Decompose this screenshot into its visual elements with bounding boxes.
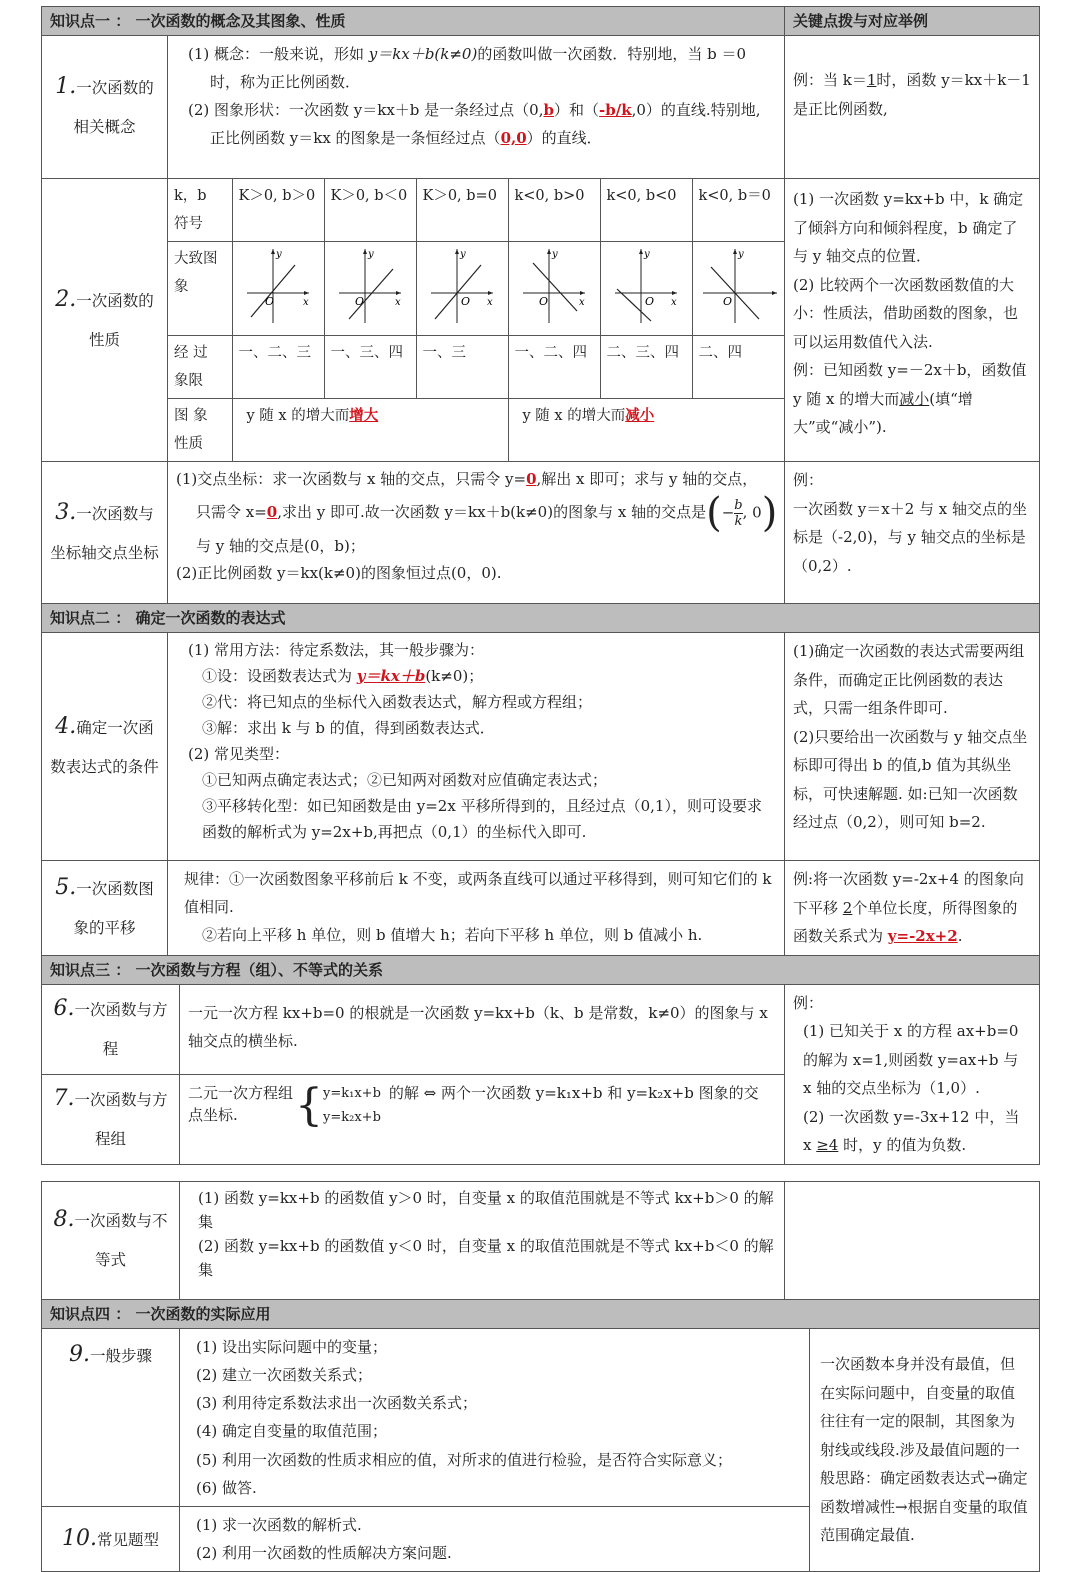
question-type-item: (1) 求一次函数的解析式. (196, 1511, 801, 1539)
svg-text:O: O (265, 295, 274, 308)
step-item: (4) 确定自变量的取值范围； (196, 1417, 801, 1445)
topic-5-row (42, 861, 1040, 956)
svg-text:y: y (643, 249, 650, 260)
quadrant-cell: 一、二、四 (508, 336, 600, 399)
topic-9-row (42, 1328, 1040, 1507)
graph-cell (324, 242, 416, 336)
graph-row (168, 242, 784, 336)
topic-6-row (42, 984, 1040, 1074)
topic-4-label: 4.确定一次函数表达式的条件 (42, 633, 168, 861)
key-points-title: 关键点拨与对应举例 (785, 7, 1040, 36)
svg-text:y: y (459, 249, 466, 260)
concept-line-cont: 时，称为正比例函数． (176, 68, 776, 96)
line-graph-5 (611, 245, 681, 325)
svg-text:x: x (579, 297, 585, 308)
sign-cell: K＞0, b=0 (416, 179, 508, 242)
shape-line-cont: 正比例函数 y＝kx 的图象是一条恒经过点（0,0）的直线． (176, 124, 776, 152)
graph-cell (692, 242, 784, 336)
step-set: ①设：设函数表达式为 y＝kx＋b(k≠0)； (176, 663, 776, 689)
properties-grid-cell (168, 179, 785, 462)
line-graph-1 (243, 245, 313, 325)
sign-cell: k<0, b>0 (508, 179, 600, 242)
svg-text:x: x (487, 297, 493, 308)
section-4-header (42, 1299, 1040, 1328)
graph-cell (416, 242, 508, 336)
section-1-header (42, 7, 1040, 36)
section-3b-table (41, 1181, 1040, 1300)
quadrant-cell: 一、二、三 (232, 336, 324, 399)
intercept-line-1: (1)交点坐标：求一次函数与 x 轴的交点，只需令 y=0,解出 x 即可；求与 y 轴的交点， (176, 466, 776, 493)
line-graph-2 (335, 245, 405, 325)
properties-grid (168, 179, 784, 461)
section-1-title: 知识点一 ： 一次函数的概念及其图象、性质 (42, 7, 785, 36)
svg-text:O: O (355, 295, 364, 308)
step-item: (3) 利用待定系数法求出一次函数关系式； (196, 1389, 801, 1417)
svg-text:x: x (303, 297, 309, 308)
topic-5-example: 例:将一次函数 y=-2x+4 的图象向下平移 2个单位长度，所得图象的函数关系式为 y=-2x+2. (785, 861, 1040, 956)
step-item: (1) 设出实际问题中的变量； (196, 1333, 801, 1361)
line-graph-4 (519, 245, 589, 325)
question-type-item: (2) 利用一次函数的性质解决方案问题. (196, 1539, 801, 1567)
line-graph-6 (699, 245, 779, 325)
svg-text:O: O (461, 295, 470, 308)
section-3-title: 知识点三 ： 一次函数与方程（组）、不等式的关系 (42, 955, 1040, 984)
property-decreasing: y 随 x 的增大而减小 (508, 399, 784, 462)
svg-text:y: y (737, 249, 744, 260)
equation-system: { y=k₁x+b y=k₂x+b (295, 1081, 381, 1131)
step-item: (5) 利用一次函数的性质求相应的值，对所求的值进行检验，是否符合实际意义； (196, 1446, 801, 1474)
section-3-header (42, 955, 1040, 984)
line-graph-3 (427, 245, 497, 325)
example-2: (2) 一次函数 y=-3x+12 中，当 x ≥4 时，y 的值为负数. (793, 1103, 1031, 1160)
topic-1-row (42, 36, 1040, 179)
topic-6-content: 一元一次方程 kx+b=0 的根就是一次函数 y=kx+b（k、b 是常数，k≠0）的图象与 x 轴交点的横坐标. (180, 984, 785, 1074)
topic-3-example: 例： 一次函数 y＝x＋2 与 x 轴交点的坐标是（-2,0)，与 y 轴交点的坐标是（0,2）. (785, 462, 1040, 604)
fraction-b-over-k: $\frac{b}{k}$ (734, 498, 742, 529)
section-4-table (41, 1299, 1040, 1572)
graph-cell (508, 242, 600, 336)
topic-9-label: 9.一般步骤 (42, 1328, 180, 1507)
graph-row-label: 大致图象 (168, 242, 232, 336)
property-row-label: 图 象 性质 (168, 399, 232, 462)
note-1: (1) 一次函数 y=kx+b 中，k 确定了倾斜方向和倾斜程度，b 确定了与 y 轴交点的位置． (793, 185, 1031, 271)
intercept-line-3: 与 y 轴的交点是(0，b)； (176, 533, 776, 560)
svg-text:O: O (645, 295, 654, 308)
svg-text:O: O (539, 295, 548, 308)
intercept-line-4: (2)正比例函数 y＝kx(k≠0)的图象恒过点(0，0). (176, 560, 776, 587)
topic-3-row (42, 462, 1040, 604)
quadrant-row (168, 336, 784, 399)
quadrant-cell: 一、三 (416, 336, 508, 399)
topic-8-row (42, 1181, 1040, 1299)
property-row (168, 399, 784, 462)
section-1-table (41, 6, 1040, 604)
topic-1-content (168, 36, 785, 179)
note-2: (2) 比较两个一次函数函数值的大小：性质法，借助函数的图象，也可以运用数值代入法. (793, 271, 1031, 357)
quadrant-row-label: 经 过 象限 (168, 336, 232, 399)
topic-4-notes: (1)确定一次函数的表达式需要两组条件，而确定正比例函数的表达式，只需一组条件即可. (2)只要给出一次函数与 y 轴交点坐标即可得出 b 的值,b 值为其纵坐标，可快速解题. 如:已知一次函数经过点（0,2），则可知 b=2. (785, 633, 1040, 861)
svg-text:x: x (395, 297, 401, 308)
concept-line: (1) 概念：一般来说，形如 y＝kx＋b(k≠0)的函数叫做一次函数．特别地，当 b ＝0 (176, 40, 776, 68)
svg-text:O: O (723, 295, 732, 308)
topic-8-label: 8.一次函数与不等式 (42, 1181, 180, 1299)
svg-text:y: y (275, 249, 282, 260)
topic-2-row (42, 179, 1040, 462)
topic-4-row (42, 633, 1040, 861)
topics-6-7-example: 例： (1) 已知关于 x 的方程 ax+b=0 的解为 x=1,则函数 y=ax+b 与 x 轴的交点坐标为（1,0）. (2) 一次函数 y=-3x+12 中，当 x ≥4 时，y 的值为负数. (785, 984, 1040, 1164)
sign-cell: K＞0, b＞0 (232, 179, 324, 242)
svg-text:y: y (551, 249, 558, 260)
sign-cell: K＞0, b＜0 (324, 179, 416, 242)
quadrant-cell: 二、三、四 (600, 336, 692, 399)
topic-1-example: 例：当 k＝1时，函数 y＝kx＋k－1 是正比例函数, (785, 36, 1040, 179)
step-item: (6) 做答. (196, 1474, 801, 1502)
topic-3-content (168, 462, 785, 604)
topic-8-side (785, 1181, 1040, 1299)
svg-text:y: y (367, 249, 374, 260)
topic-1-label: 1.一次函数的相关概念 (42, 36, 168, 179)
svg-text:x: x (671, 297, 677, 308)
intercept-line-2: 只需令 x=0,求出 y 即可.故一次函数 y＝kx＋b(k≠0)的图象与 x 轴的交点是(− $\frac{b}{k}$ , 0) (176, 493, 776, 533)
topic-4-content: (1) 常用方法：待定系数法，其一般步骤为： ①设：设函数表达式为 y＝kx＋b(k≠0)； ②代：将已知点的坐标代入函数表达式，解方程或方程组； ③解：求出 k 与 b 的值，得到函数表达式． (2) 常见类型： ①已知两点确定表达式；②已知两对函数对应值确定表达式； ③平移转化型：如已知函数是由 y=2x 平移所得到的，且经过点（0,1），则可设要求函数的解析式为 y=2x+b,再把点（0,1）的坐标代入即可. (168, 633, 785, 861)
topics-9-10-notes: 一次函数本身并没有最值，但在实际问题中，自变量的取值往往有一定的限制，其图象为射线或线段.涉及最值问题的一般思路：确定函数表达式→确定函数增减性→根据自变量的取值范围确定最值. (810, 1328, 1040, 1572)
topic-5-label: 5.一次函数图象的平移 (42, 861, 168, 956)
sign-row-label: k，b 符号 (168, 179, 232, 242)
step-item: (2) 建立一次函数关系式； (196, 1361, 801, 1389)
section-2-header (42, 604, 1040, 633)
sign-cell: k<0, b<0 (600, 179, 692, 242)
shape-line: (2) 图象形状：一次函数 y＝kx＋b 是一条经过点（0,b）和（-b/k,0）的直线.特别地, (176, 96, 776, 124)
topic-10-label: 10.常见题型 (42, 1507, 180, 1572)
section-2-table (41, 603, 1040, 956)
quadrant-cell: 二、四 (692, 336, 784, 399)
topic-2-label: 2.一次函数的性质 (42, 179, 168, 462)
topic-2-notes (785, 179, 1040, 462)
step-substitute: ②代：将已知点的坐标代入函数表达式，解方程或方程组； (176, 689, 776, 715)
note-3: 例：已知函数 y=－2x＋b，函数值 y 随 x 的增大而减小(填“增大”或“减小”). (793, 356, 1031, 442)
quadrant-cell: 一、三、四 (324, 336, 416, 399)
graph-cell (600, 242, 692, 336)
property-increasing: y 随 x 的增大而增大 (232, 399, 508, 462)
graph-cell (232, 242, 324, 336)
topic-5-content: 规律：①一次函数图象平移前后 k 不变，或两条直线可以通过平移得到，则可知它们的 k 值相同. ②若向上平移 h 单位，则 b 值增大 h；若向下平移 h 单位，则 b 值减小 h. (168, 861, 785, 956)
step-solve: ③解：求出 k 与 b 的值，得到函数表达式． (176, 715, 776, 741)
sign-row (168, 179, 784, 242)
section-3-table (41, 955, 1040, 1165)
knowledge-summary-sheet (41, 6, 1039, 1572)
topic-10-content (180, 1507, 810, 1572)
topic-9-content (180, 1328, 810, 1507)
section-4-title: 知识点四 ： 一次函数的实际应用 (42, 1299, 1040, 1328)
section-2-title: 知识点二 ： 确定一次函数的表达式 (42, 604, 1040, 633)
topic-6-label: 6.一次函数与方程 (42, 984, 180, 1074)
topic-3-label: 3.一次函数与坐标轴交点坐标 (42, 462, 168, 604)
sign-cell: k<0, b＝0 (692, 179, 784, 242)
system-line: 二元一次方程组 { y=k₁x+b y=k₂x+b 的解 ⇔ 两个一次函数 y=k₁x+b 和 y=k₂x+b 图象的交 (188, 1079, 776, 1131)
topic-7-content: 二元一次方程组 { y=k₁x+b y=k₂x+b 的解 ⇔ 两个一次函数 y=k₁x+b 和 y=k₂x+b 图象的交 点坐标. (180, 1074, 785, 1164)
topic-8-content: (1) 函数 y=kx+b 的函数值 y＞0 时，自变量 x 的取值范围就是不等式 kx+b＞0 的解集 (2) 函数 y=kx+b 的函数值 y＜0 时，自变量 x 的取值范围就是不等式 kx+b＜0 的解集 (180, 1181, 785, 1299)
topic-7-label: 7.一次函数与方程组 (42, 1074, 180, 1164)
